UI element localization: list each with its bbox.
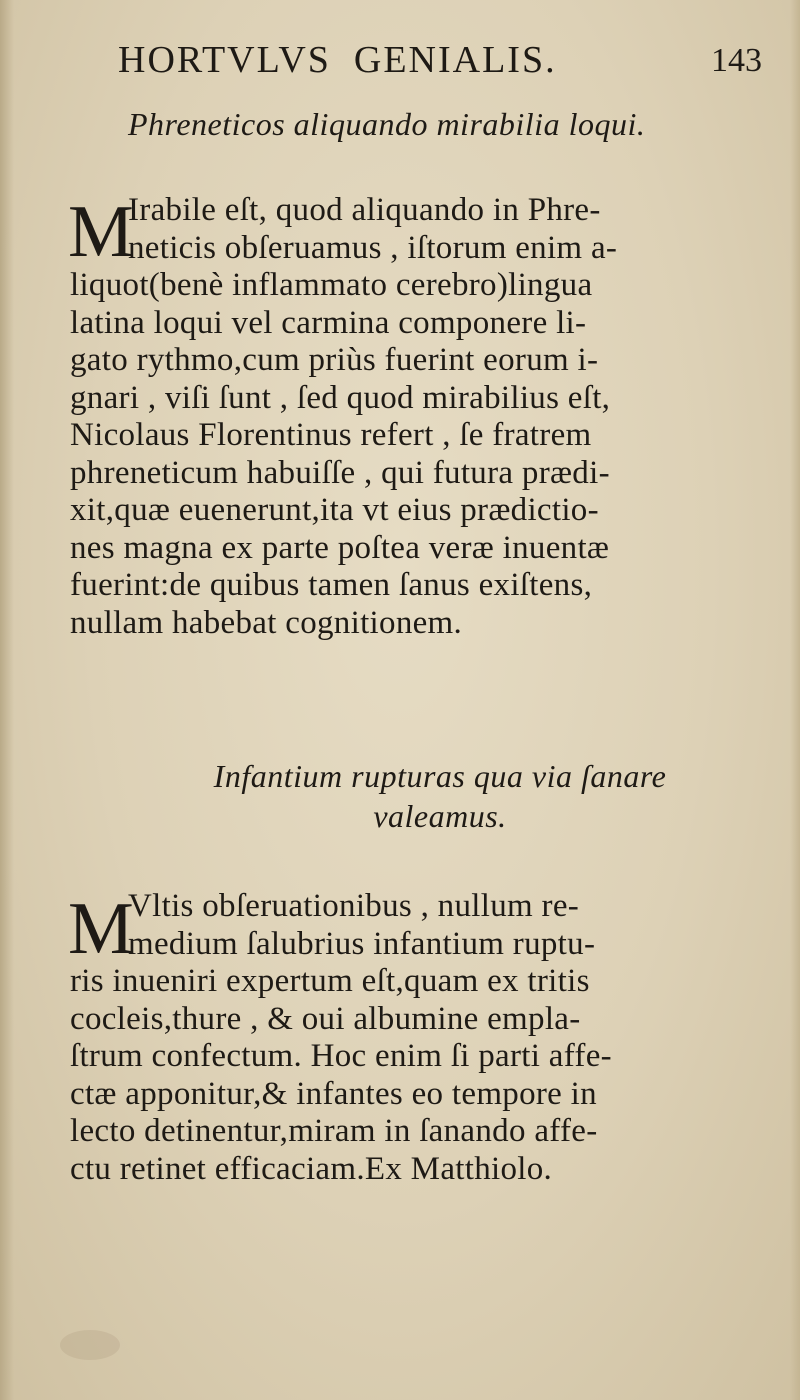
page-gutter-shadow [0, 0, 14, 1400]
section-heading-phrenetics [128, 104, 768, 144]
text-line: Irabile eſt, quod aliquando in Phre- [128, 192, 601, 228]
section-heading-line: valeamus. [373, 798, 507, 834]
text-line: ris inueniri expertum eſt,quam ex tritis [70, 963, 590, 999]
text-line: neticis obſeruamus , iſtorum enim a- [128, 229, 618, 266]
text-line: cocleis,thure , & oui albumine empla- [70, 1000, 581, 1037]
text-line: ctu retinet efficaciam.Ex Matthiolo. [70, 1150, 553, 1187]
text-line: gnari , viſi ſunt , ſed quod mirabilius eſt, [70, 379, 611, 416]
paragraph-phrenetics [70, 192, 770, 642]
page-edge-shadow [790, 0, 800, 1400]
drop-capital: M [68, 191, 135, 273]
running-title: HORTVLVS GENIALIS. [118, 39, 557, 81]
text-line: medium ſalubrius infantium ruptu- [128, 925, 596, 962]
section-heading-line: Infantium rupturas qua via ſanare [213, 758, 667, 794]
text-line: liquot(benè inflammato cerebro)lingua [70, 267, 593, 303]
paragraph-ruptures [70, 888, 770, 1188]
text-line: gato rythmo,cum priùs fuerint eorum i- [70, 342, 599, 378]
text-line: ctæ apponitur,& infantes eo tempore in [70, 1075, 597, 1112]
text-line: Vltis obſeruationibus , nullum re- [128, 888, 580, 924]
text-line: nullam habebat cognitionem. [70, 604, 463, 641]
text-line: latina loqui vel carmina componere li- [70, 304, 587, 341]
running-head [118, 38, 768, 88]
section-heading-ruptures [120, 756, 760, 836]
ink-smudge [60, 1330, 120, 1360]
text-line: xit,quæ euenerunt,ita vt eius prædictio- [70, 492, 599, 528]
text-line: ſtrum confectum. Hoc enim ſi parti affe- [70, 1038, 612, 1074]
text-line: phreneticum habuiſſe , qui futura prædi- [70, 454, 610, 491]
drop-capital: M [68, 888, 135, 970]
text-line: fuerint:de quibus tamen ſanus exiſtens, [70, 567, 593, 603]
text-line: lecto detinentur,miram in ſanando affe- [70, 1113, 598, 1149]
page-number: 143 [711, 42, 762, 79]
section-heading-line: Phreneticos aliquando mirabilia loqui. [128, 106, 646, 142]
text-line: nes magna ex parte poſtea veræ inuentæ [70, 529, 610, 566]
text-line: Nicolaus Florentinus refert , ſe fratrem [70, 417, 592, 453]
